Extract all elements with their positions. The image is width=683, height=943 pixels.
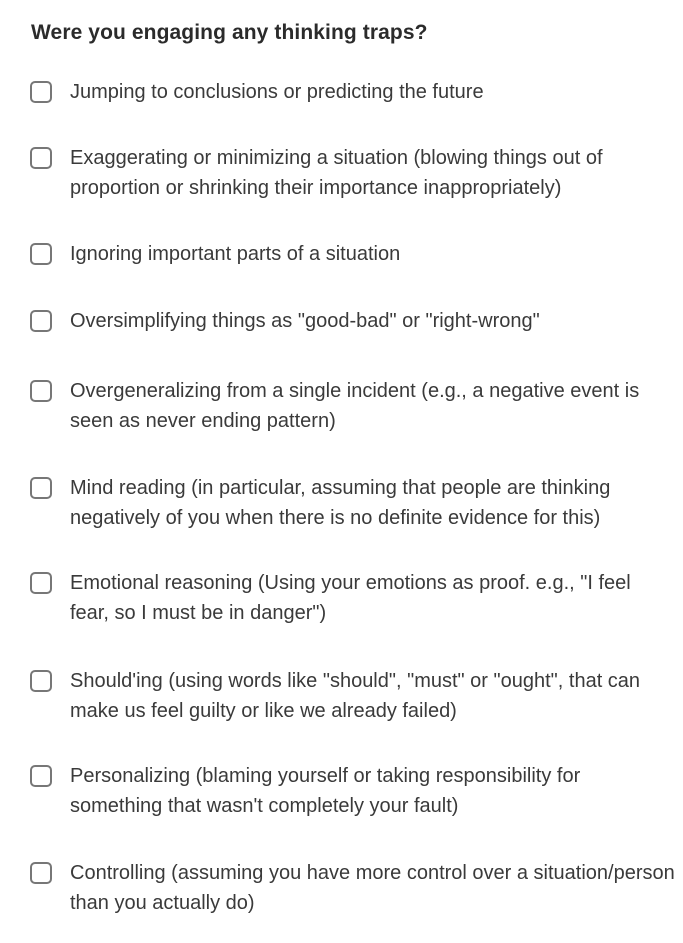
- option-controlling[interactable]: [30, 858, 675, 918]
- option-label: Should'ing (using words like "should", "must" or "ought", that can make us feel guilty or like we already failed): [70, 670, 641, 722]
- checkbox[interactable]: [30, 243, 52, 265]
- option-label: Oversimplifying things as "good-bad" or "right-wrong": [70, 310, 540, 332]
- checkbox[interactable]: [30, 310, 52, 332]
- option-jumping-to-conclusions[interactable]: [30, 77, 675, 107]
- option-mind-reading[interactable]: [30, 473, 675, 533]
- option-label: Ignoring important parts of a situation: [70, 243, 401, 265]
- option-label: Mind reading (in particular, assuming that people are thinking negatively of you when there is no definite evidence for this): [70, 477, 611, 529]
- question-title: Were you engaging any thinking traps?: [31, 21, 428, 44]
- checkbox[interactable]: [30, 380, 52, 402]
- checkbox[interactable]: [30, 147, 52, 169]
- option-label: Exaggerating or minimizing a situation (blowing things out of proportion or shrinking their importance inappropriately): [70, 147, 603, 199]
- option-ignoring-important-parts[interactable]: [30, 239, 675, 269]
- option-oversimplifying[interactable]: [30, 306, 675, 336]
- option-overgeneralizing[interactable]: [30, 376, 675, 436]
- checkbox[interactable]: [30, 572, 52, 594]
- checkbox[interactable]: [30, 862, 52, 884]
- checkbox[interactable]: [30, 477, 52, 499]
- checkbox[interactable]: [30, 670, 52, 692]
- checkbox[interactable]: [30, 765, 52, 787]
- option-emotional-reasoning[interactable]: [30, 568, 675, 628]
- option-label: Emotional reasoning (Using your emotions as proof. e.g., "I feel fear, so I must be in danger"): [70, 572, 631, 624]
- checkbox[interactable]: [30, 81, 52, 103]
- option-label: Overgeneralizing from a single incident (e.g., a negative event is seen as never ending pattern): [70, 380, 640, 432]
- option-label: Personalizing (blaming yourself or taking responsibility for something that wasn't completely your fault): [70, 765, 581, 817]
- option-label: Controlling (assuming you have more control over a situation/person than you actually do): [70, 862, 675, 914]
- option-label: Jumping to conclusions or predicting the future: [70, 81, 484, 103]
- option-exaggerating-minimizing[interactable]: [30, 143, 675, 203]
- option-personalizing[interactable]: [30, 761, 675, 821]
- option-shoulding[interactable]: [30, 666, 675, 726]
